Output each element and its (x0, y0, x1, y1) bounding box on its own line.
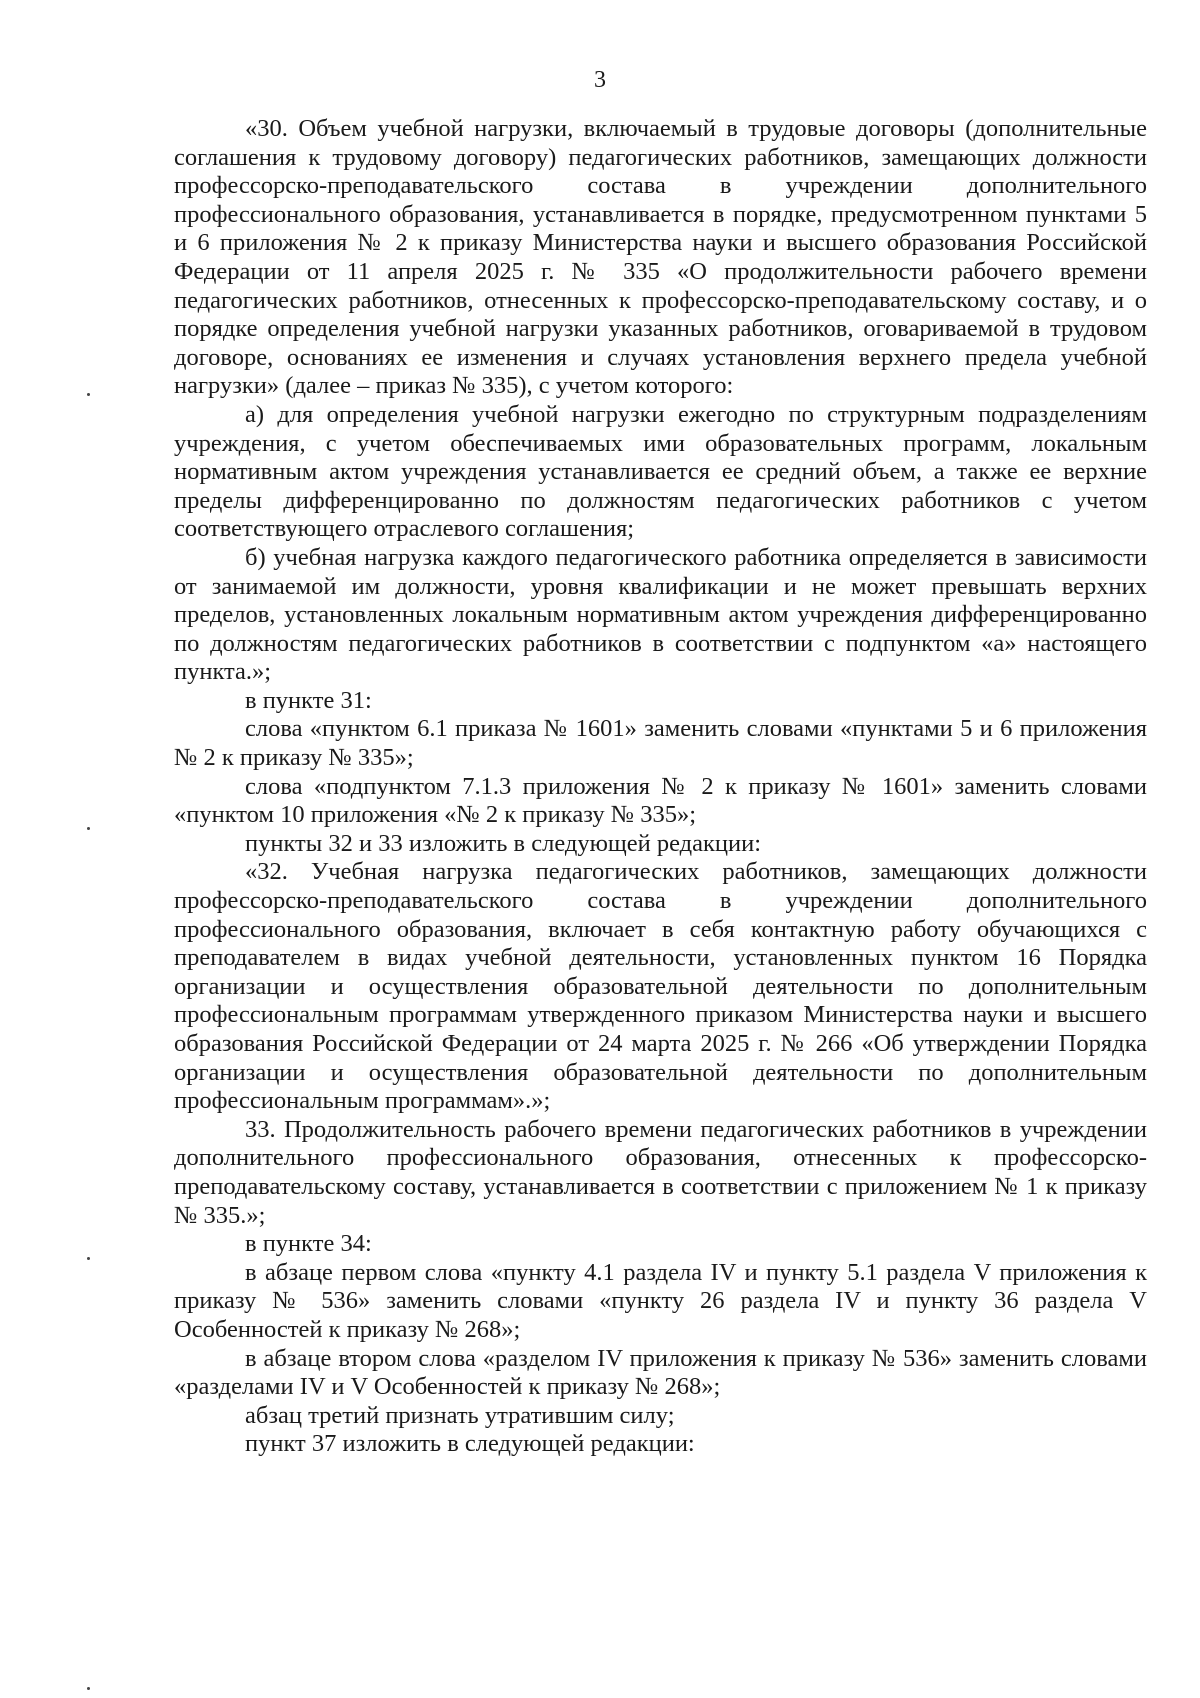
page-number: 3 (594, 67, 606, 93)
paragraph-point-34-third: абзац третий признать утратившим силу; (245, 1401, 675, 1429)
paragraph-point-34-first: в абзаце первом слова «пункту 4.1 раздела IV и пункту 5.1 раздела V приложения к приказу № 536» заменить словами «пункту 26 раздела IV и пункту 36 раздела V Особенностей к приказу № 268»; (174, 1258, 1147, 1343)
paragraph-subpoint-a: а) для определения учебной нагрузки ежегодно по структурным подразделениям учреждения, с учетом обеспечиваемых ими образовательных программ, локальным нормативным актом учреждения устанавливается ее средний объем, а также ее верхние пределы дифференцированно по должностям педагогических работников с учетом соответствующего отраслевого соглашения; (174, 400, 1147, 543)
paragraph-subpoint-b: б) учебная нагрузка каждого педагогического работника определяется в зависимости от занимаемой им должности, уровня квалификации и не может превышать верхних пределов, установленных локальным нормативным актом учреждения дифференцированно по должностям педагогических работников в соответствии с подпунктом «а» настоящего пункта.»; (174, 543, 1147, 686)
paragraph-point-32: «32. Учебная нагрузка педагогических работников, замещающих должности профессорско-преподавательского состава в учреждении дополнительного профессионального образования, включает в себя контактную работу обучающихся с преподавателем в видах учебной деятельности, установленных пунктом 16 Порядка организации и осуществления образовательной деятельности по дополнительным профессиональным программам утвержденного приказом Министерства науки и высшего образования Российской Федерации от 24 марта 2025 г. № 266 «Об утверждении Порядка организации и осуществления образовательной деятельности по дополнительным профессиональным программам».»; (174, 858, 1147, 1115)
scan-speck (87, 393, 90, 396)
paragraph-point-31-words-1: слова «пунктом 6.1 приказа № 1601» заменить словами «пунктами 5 и 6 приложения № 2 к приказу № 335»; (174, 715, 1147, 772)
scan-speck (87, 1257, 90, 1260)
paragraph-point-31-words-2: слова «подпунктом 7.1.3 приложения № 2 к приказу № 1601» заменить словами «пунктом 10 приложения «№ 2 к приказу № 335»; (174, 772, 1147, 829)
document-body (174, 115, 1147, 1459)
paragraph-point-33: 33. Продолжительность рабочего времени педагогических работников в учреждении дополнительного профессионального образования, отнесенных к профессорско-преподавательскому составу, устанавливается в соответствии с приложением № 1 к приказу № 335.»; (174, 1115, 1147, 1229)
scan-speck (87, 1687, 90, 1690)
paragraph-point-37-intro: пункт 37 изложить в следующей редакции: (245, 1430, 695, 1458)
paragraph-point-34-second: в абзаце втором слова «разделом IV приложения к приказу № 536» заменить словами «разделами IV и V Особенностей к приказу № 268»; (174, 1344, 1147, 1401)
paragraph-points-32-33-intro: пункты 32 и 33 изложить в следующей редакции: (245, 829, 762, 857)
paragraph-in-point-31: в пункте 31: (245, 686, 372, 714)
paragraph-point-30: «30. Объем учебной нагрузки, включаемый в трудовые договоры (дополнительные соглашения к трудовому договору) педагогических работников, замещающих должности профессорско-преподавательского состава в учреждении дополнительного профессионального образования, устанавливается в порядке, предусмотренном пунктами 5 и 6 приложения № 2 к приказу Министерства науки и высшего образования Российской Федерации от 11 апреля 2025 г. № 335 «О продолжительности рабочего времени педагогических работников, отнесенных к профессорско-преподавательскому составу, и о порядке определения учебной нагрузки указанных работников, оговариваемой в трудовом договоре, основаниях ее изменения и случаях установления верхнего предела учебной нагрузки» (далее – приказ № 335), с учетом которого: (174, 115, 1147, 400)
scan-speck (87, 827, 90, 830)
paragraph-in-point-34: в пункте 34: (245, 1230, 372, 1258)
